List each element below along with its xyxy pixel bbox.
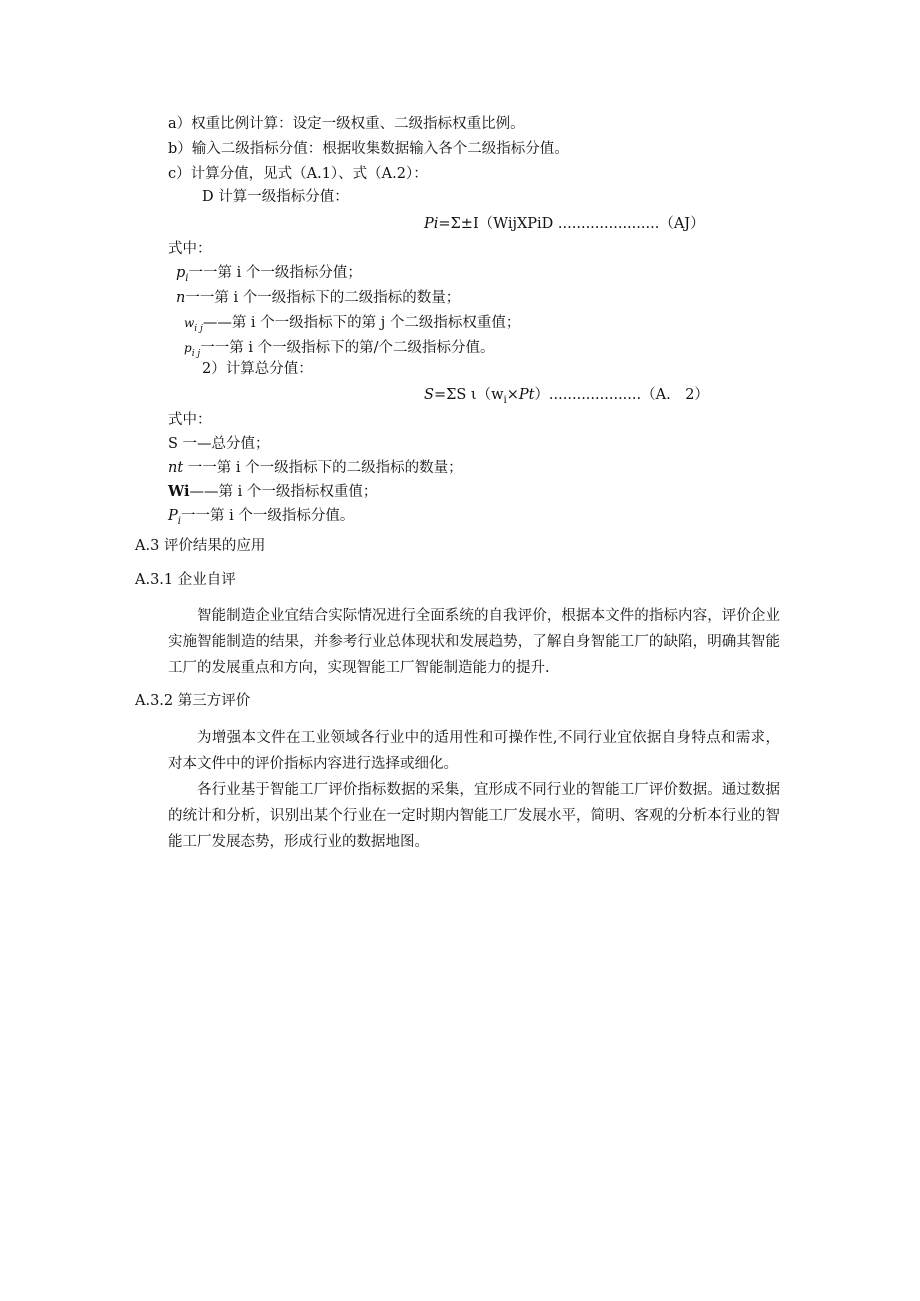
def-symbol: P xyxy=(168,508,178,524)
def-text: ——第 i 个一级指标下的第 j 个二级指标权重值； xyxy=(202,315,521,331)
def-symbol: nt xyxy=(168,460,184,476)
shizhong-label-2: 式中： xyxy=(168,412,212,428)
formula-a1-body: =Σ±I（WijXPiD ......................（AJ） xyxy=(438,216,705,232)
def-n xyxy=(176,289,460,307)
def-text: 一一第 i 个一级指标分值； xyxy=(188,265,362,281)
step-2-heading: 2）计算总分值： xyxy=(202,361,313,377)
formula-a1-lhs: Pi xyxy=(424,216,439,232)
def-text: 一—总分值； xyxy=(177,436,270,452)
def-symbol: w xyxy=(184,316,195,330)
shizhong-label-1: 式中： xyxy=(168,241,212,257)
def-text: 一一第 i 个一级指标下的第/个二级指标分值。 xyxy=(200,340,495,356)
def-symbol: Wi xyxy=(168,483,190,500)
formula-a2-var: Pt xyxy=(518,387,535,403)
paragraph: 各行业基于智能工厂评价指标数据的采集，宜形成不同行业的智能工厂评价数据。通过数据的统计和分析，识别出某个行业在一定时期内智能工厂发展水平，简明、客观的分析本行业的智能工厂发展态势，形成行业的数据地图。 xyxy=(168,782,780,850)
formula-a2-lhs: S xyxy=(424,387,434,403)
def-w-ij xyxy=(184,314,520,338)
formula-a2-number: ）....................（A. 2） xyxy=(534,387,709,403)
section-a3-heading: A.3 评价结果的应用 xyxy=(135,538,266,554)
def-text: 一一第 i 个一级指标分值。 xyxy=(180,508,355,524)
paragraph: 为增强本文件在工业领域各行业中的适用性和可操作性,不同行业宜依据自身特点和需求，对本文件中的评价指标内容进行选择或细化。 xyxy=(168,730,780,772)
formula-a2-sum: =ΣS ι（w xyxy=(433,387,504,403)
formula-a2 xyxy=(424,383,709,406)
def-subscript: i xyxy=(185,272,189,284)
paragraph: 智能制造企业宜结合实际情况进行全面系统的自我评价，根据本文件的指标内容，评价企业实施智能制造的结果，并参考行业总体现状和发展趋势，了解自身智能工厂的缺陷，明确其智能工厂的发展重点和方向，实现智能工厂智能制造能力的提升. xyxy=(168,608,780,676)
def-text: 一一第 i 个一级指标下的二级指标的数量； xyxy=(185,290,461,306)
def-p-i xyxy=(176,264,362,288)
formula-a2-times: × xyxy=(506,387,519,403)
def-text: ——第 i 个一级指标权重值； xyxy=(189,484,378,500)
def-nt xyxy=(168,459,463,477)
def-subscript: i j xyxy=(194,323,203,334)
def-p-i-2 xyxy=(168,507,354,531)
item-b: b）输入二级指标分值：根据收集数据输入各个二级指标分值。 xyxy=(168,141,569,157)
section-a32-body xyxy=(168,725,780,855)
formula-a2-subscript: i xyxy=(503,394,507,406)
def-wi xyxy=(168,483,377,501)
def-symbol: S xyxy=(168,436,178,452)
def-s xyxy=(168,435,270,453)
def-subscript: i xyxy=(177,515,181,527)
section-a32-heading: A.3.2 第三方评价 xyxy=(135,693,251,709)
def-symbol: p xyxy=(184,341,192,355)
item-a: a）权重比例计算：设定一级权重、二级指标权重比例。 xyxy=(168,116,525,132)
def-symbol: n xyxy=(176,290,186,306)
section-a31-body xyxy=(168,603,780,681)
def-symbol: p xyxy=(176,265,186,281)
formula-a1 xyxy=(424,212,705,233)
def-text: 一一第 i 个一级指标下的二级指标的数量； xyxy=(183,460,463,476)
step-1-heading: D 计算一级指标分值： xyxy=(202,189,349,205)
item-c: c）计算分值，见式（A.1）、式（A.2）： xyxy=(168,166,428,182)
section-a31-heading: A.3.1 企业自评 xyxy=(135,572,236,588)
def-subscript: i j xyxy=(191,348,201,359)
